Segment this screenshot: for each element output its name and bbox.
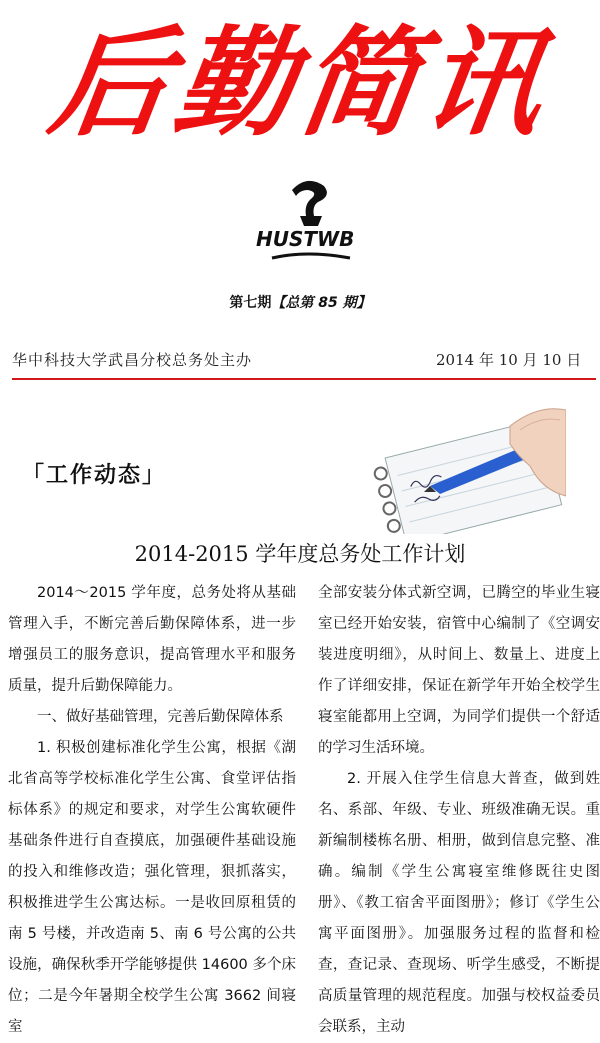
paragraph: 1. 积极创建标准化学生公寓，根据《湖北省高等学校标准化学生公寓、食堂评估指标体系》的规定和要求，对学生公寓软硬件基础条件进行自查摸底，加强硬件基础设施的投入和维修改造；强化管理，狠抓落实，积极推进学生公寓达标。一是收回原租赁的南 5 号楼，并改造南 5、南 6 号公寓的公共设施，确保秋季开学能够提供 14600 多个床位；二是今年暑期全校学生公寓 3662 间寝室 — [8, 740, 296, 1035]
header-divider — [12, 378, 596, 380]
sponsor-text: 华中科技大学武昌分校总务处主办 — [12, 351, 253, 369]
issue-line — [0, 292, 600, 312]
issue-number: 第七期 — [229, 295, 272, 311]
article-column-right — [318, 578, 600, 1043]
torch-logo-icon — [252, 168, 362, 268]
section-tag: 「工作动态」 — [22, 463, 167, 488]
issue-date: 2014 年 10 月 10 日 — [436, 351, 582, 369]
issue-total: 【总第 85 期】 — [271, 295, 371, 311]
section-heading: 一、做好基础管理，完善后勤保障体系 — [37, 709, 284, 725]
article-title: 2014-2015 学年度总务处工作计划 — [134, 542, 466, 566]
paragraph: 2014～2015 学年度，总务处将从基础管理入手，不断完善后勤保障体系，进一步增强员工的服务意识，提高管理水平和服务质量，提升后勤保障能力。 — [8, 585, 296, 694]
article-column-left — [8, 578, 296, 1043]
paragraph: 2. 开展入住学生信息大普查，做到姓名、系部、年级、专业、班级准确无误。重新编制楼栋名册、相册，做到信息完整、准确。编制《学生公寓寝室维修既往史图册》、《教工宿舍平面图册》；修订《学生公寓平面图册》。加强服务过程的监督和检查，查记录、查现场、听学生感受，不断提高质量管理的规范程度。加强与校权益委员会联系，主动 — [318, 771, 600, 1035]
masthead-title: 后勤简讯 — [42, 13, 558, 152]
paragraph: 全部安装分体式新空调，已腾空的毕业生寝室已经开始安装，宿管中心编制了《空调安装进度明细》，从时间上、数量上、进度上作了详细安排，保证在新学年开始全校学生寝室能都用上空调，为同学们提供一个舒适的学习生活环境。 — [318, 585, 600, 756]
svg-text:HUSTWB: HUSTWB — [256, 227, 355, 251]
masthead — [0, 8, 600, 158]
hand-writing-notebook-icon — [370, 386, 566, 534]
